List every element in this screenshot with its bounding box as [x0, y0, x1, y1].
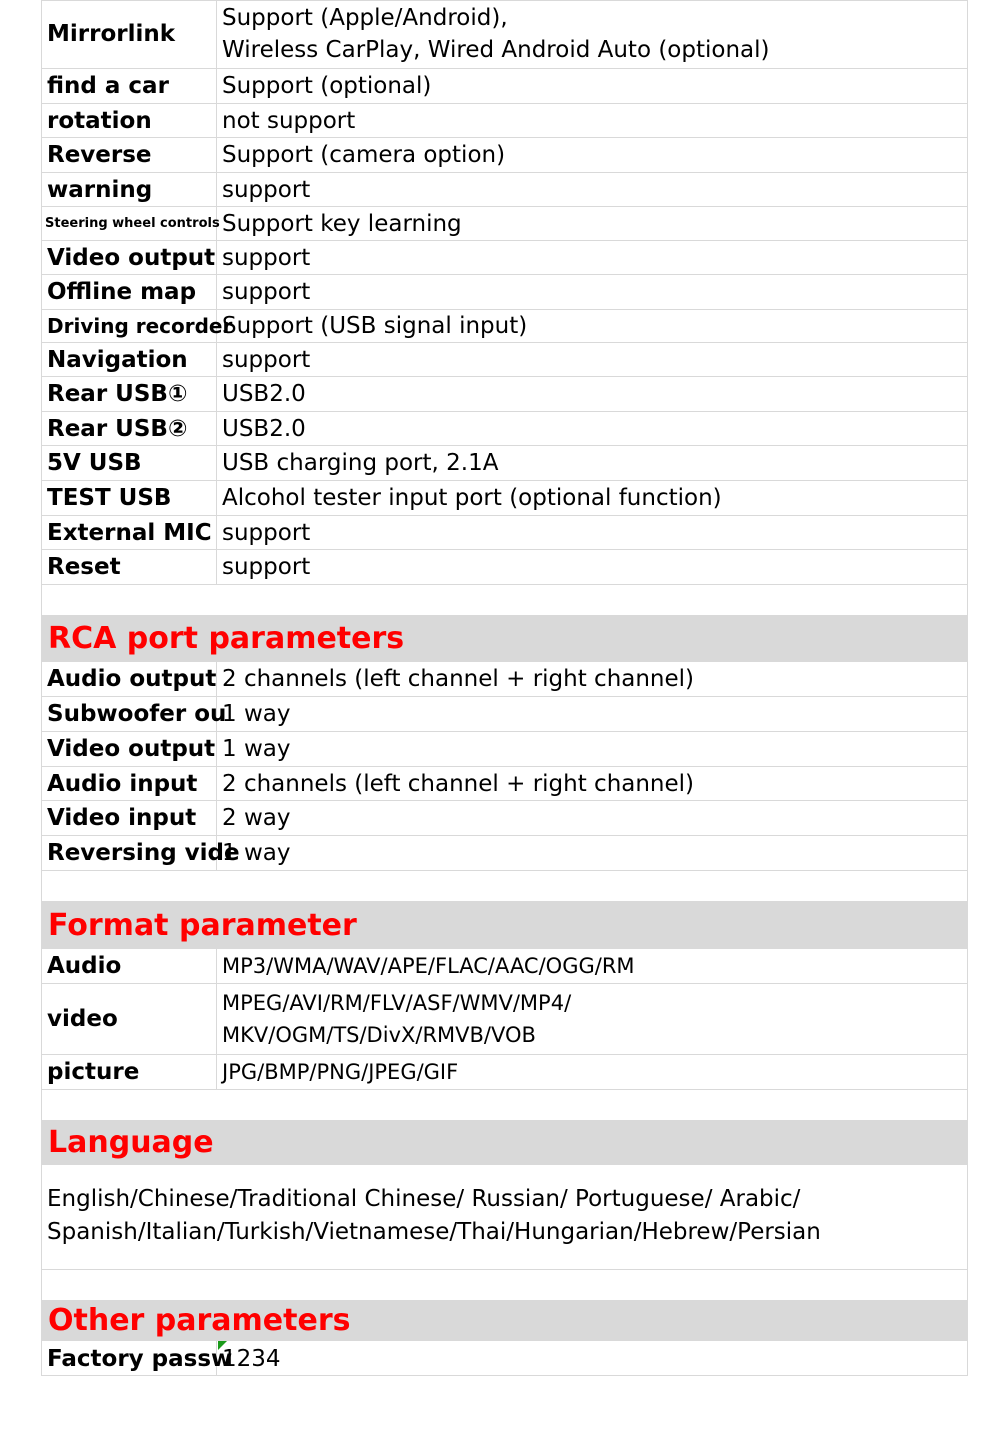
row-key: 5V USB	[42, 446, 217, 480]
row-value-line: Support (Apple/Android),	[222, 5, 508, 31]
row-key: video	[42, 984, 217, 1054]
row-warning	[42, 173, 967, 207]
row-value: USB2.0	[222, 415, 306, 442]
row-value: support	[222, 519, 311, 546]
row-value: Support (camera option)	[222, 142, 506, 168]
row-key: Driving recorder	[42, 310, 217, 342]
row-value: 2 channels (left channel + right channel)	[222, 666, 695, 692]
row-value: 1234	[222, 1345, 281, 1372]
row-key: Video output	[42, 732, 217, 766]
row-value: 2 way	[222, 805, 291, 831]
row-key: Factory passw	[42, 1341, 217, 1376]
row-key: Video input	[42, 801, 217, 835]
row-key: Reversing vide	[42, 836, 217, 870]
row-value: support	[222, 279, 311, 305]
row-key: Steering wheel controls	[42, 207, 217, 240]
row-key: Mirrorlink	[42, 0, 217, 68]
row-value: Support (USB signal input)	[222, 313, 528, 339]
row-audio-input	[42, 767, 967, 801]
row-value: not support	[222, 107, 356, 134]
row-format-picture	[42, 1055, 967, 1090]
row-mirrorlink	[42, 0, 967, 69]
row-key: Rear USB②	[42, 412, 217, 445]
row-rear-usb-1	[42, 377, 967, 412]
row-key: Reset	[42, 550, 217, 584]
section-header-other: Other parameters	[42, 1300, 967, 1341]
row-rotation	[42, 104, 967, 138]
row-value	[222, 0, 967, 68]
row-video-output	[42, 241, 967, 275]
row-key: rotation	[42, 104, 217, 137]
row-key: Navigation	[42, 343, 217, 376]
row-key: TEST USB	[42, 481, 217, 515]
row-format-video	[42, 984, 967, 1055]
language-line: English/Chinese/Traditional Chinese/ Russian/ Portuguese/ Arabic/	[47, 1186, 801, 1212]
row-test-usb	[42, 481, 967, 516]
row-rca-video-output	[42, 732, 967, 767]
row-reset	[42, 550, 967, 585]
row-reversing-video	[42, 836, 967, 871]
comment-marker-icon	[218, 1341, 227, 1350]
row-5v-usb	[42, 446, 967, 481]
row-key: Audio input	[42, 767, 217, 800]
row-key: Reverse	[42, 138, 217, 172]
row-key: find a car	[42, 69, 217, 103]
row-value: USB2.0	[222, 381, 306, 407]
row-key: Offline map	[42, 275, 217, 309]
section-header-rca: RCA port parameters	[42, 615, 967, 662]
row-key: Subwoofer ou	[42, 697, 217, 731]
row-value-line: MKV/OGM/TS/DivX/RMVB/VOB	[222, 1023, 536, 1047]
row-audio-output	[42, 662, 967, 697]
row-key: Audio	[42, 949, 217, 983]
row-driving-recorder	[42, 310, 967, 343]
row-steering-wheel	[42, 207, 967, 241]
row-value: Alcohol tester input port (optional function)	[222, 485, 722, 511]
row-value-line: MPEG/AVI/RM/FLV/ASF/WMV/MP4/	[222, 991, 572, 1015]
row-value: MP3/WMA/WAV/APE/FLAC/AAC/OGG/RM	[222, 954, 635, 978]
section-header-format: Format parameter	[42, 901, 967, 949]
row-value: 1 way	[222, 840, 291, 866]
section-header-language: Language	[42, 1120, 967, 1165]
language-line: Spanish/Italian/Turkish/Vietnamese/Thai/Hungarian/Hebrew/Persian	[47, 1219, 821, 1245]
row-value: 2 channels (left channel + right channel)	[222, 770, 695, 797]
row-value: support	[222, 554, 311, 580]
row-value: JPG/BMP/PNG/JPEG/GIF	[222, 1060, 459, 1084]
row-value: Support (optional)	[222, 73, 432, 99]
language-bottom-gridline	[42, 1269, 967, 1270]
row-reverse	[42, 138, 967, 173]
spec-sheet	[41, 0, 968, 1376]
row-value: support	[222, 346, 311, 373]
language-list	[42, 1183, 967, 1249]
row-value: 1 way	[222, 736, 291, 762]
row-navigation	[42, 343, 967, 377]
row-find-a-car	[42, 69, 967, 104]
row-value: support	[222, 244, 311, 271]
row-subwoofer	[42, 697, 967, 732]
row-key: External MIC	[42, 516, 217, 549]
row-key: Audio output	[42, 662, 217, 696]
row-format-audio	[42, 949, 967, 984]
row-key: Rear USB①	[42, 377, 217, 411]
row-rear-usb-2	[42, 412, 967, 446]
row-value	[222, 984, 967, 1054]
row-factory-password	[42, 1341, 967, 1376]
row-value-line: Wireless CarPlay, Wired Android Auto (optional)	[222, 37, 770, 63]
row-value: USB charging port, 2.1A	[222, 450, 499, 476]
row-key: Video output	[42, 241, 217, 274]
row-value: Support key learning	[222, 210, 462, 237]
row-external-mic	[42, 516, 967, 550]
row-value: 1 way	[222, 701, 291, 727]
row-video-input	[42, 801, 967, 836]
row-offline-map	[42, 275, 967, 310]
row-key: picture	[42, 1055, 217, 1089]
row-value: support	[222, 176, 311, 203]
row-key: warning	[42, 173, 217, 206]
